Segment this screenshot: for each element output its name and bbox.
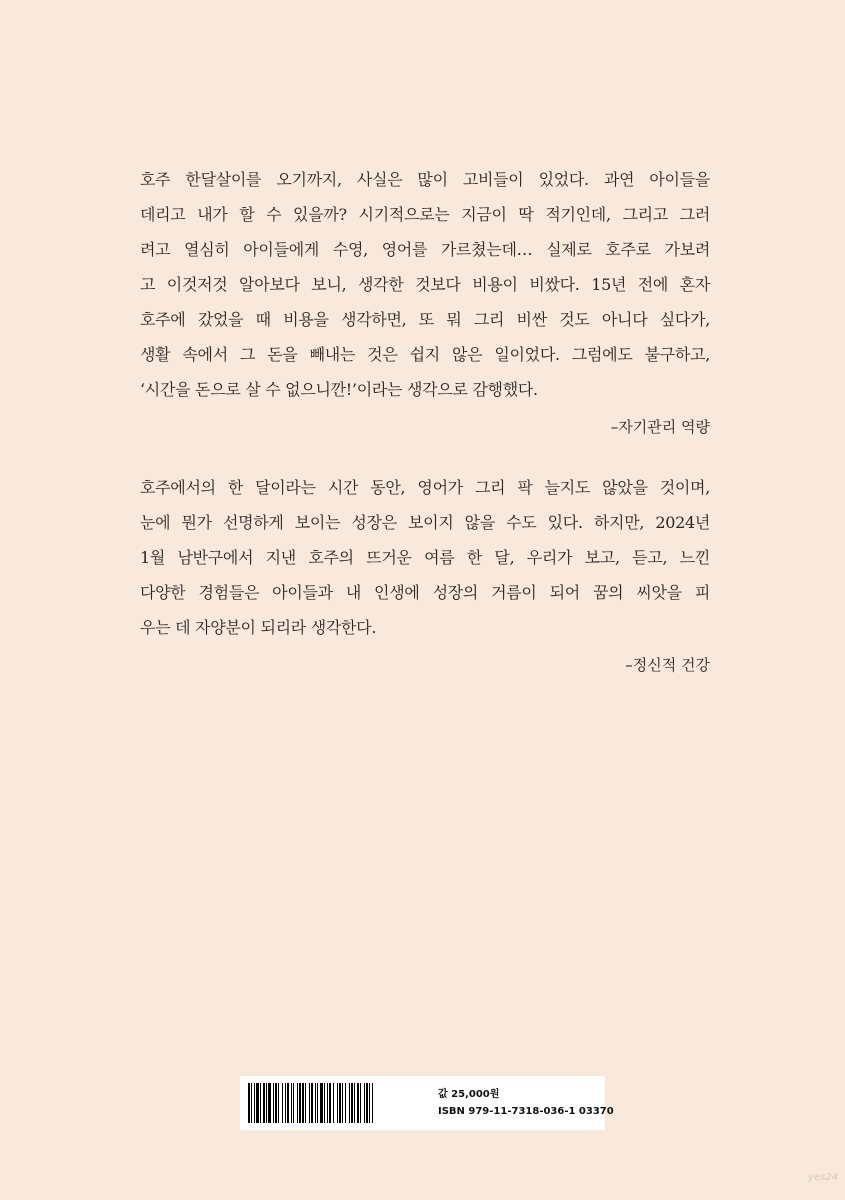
passage-line: 다양한 경험들은 아이들과 내 인생에 성장의 거름이 되어 꿈의 씨앗을 피 xyxy=(140,583,710,602)
passage-mental-health xyxy=(140,470,710,683)
passage-line: 호주 한달살이를 오기까지, 사실은 많이 고비들이 있었다. 과연 아이들을 xyxy=(140,170,710,189)
barcode-text xyxy=(438,1086,614,1120)
passage-line: 호주에 갔었을 때 비용을 생각하면, 또 뭐 그리 비싼 것도 아니다 싶다가, xyxy=(140,310,710,329)
passage-self-management xyxy=(140,162,710,445)
passage-line: 우는 데 자양분이 되리라 생각한다. xyxy=(140,618,377,637)
passage-line: 데리고 내가 할 수 있을까? 시기적으로는 지금이 딱 적기인데, 그리고 그러 xyxy=(140,205,710,224)
passage-line: 눈에 뭔가 선명하게 보이는 성장은 보이지 않을 수도 있다. 하지만, 2024년 xyxy=(140,513,710,532)
yes24-watermark: yes24 xyxy=(808,1172,839,1183)
isbn-label: ISBN 979-11-7318-036-1 03370 xyxy=(438,1106,614,1117)
passage-line: 려고 열심히 아이들에게 수영, 영어를 가르쳤는데… 실제로 호주로 가보려 xyxy=(140,240,710,259)
passage-line: 생활 속에서 그 돈을 빼내는 것은 쉽지 않은 일이었다. 그럼에도 불구하고, xyxy=(140,345,710,364)
price-label: 값 25,000원 xyxy=(438,1089,500,1100)
passage-line: 호주에서의 한 달이라는 시간 동안, 영어가 그리 팍 늘지도 않았을 것이며, xyxy=(140,478,710,497)
passage-line: 고 이것저것 알아보다 보니, 생각한 것보다 비용이 비쌌다. 15년 전에 혼자 xyxy=(140,275,710,294)
barcode-icon xyxy=(248,1083,430,1123)
isbn-barcode-box xyxy=(240,1076,614,1130)
passage-line: ‘시간을 돈으로 살 수 없으니깐!’이라는 생각으로 감행했다. xyxy=(140,380,538,399)
passage-attribution: –자기관리 역량 xyxy=(610,418,710,436)
passage-line: 1월 남반구에서 지낸 호주의 뜨거운 여름 한 달, 우리가 보고, 듣고, 느낀 xyxy=(140,548,710,567)
passage-attribution: –정신적 건강 xyxy=(625,656,710,674)
